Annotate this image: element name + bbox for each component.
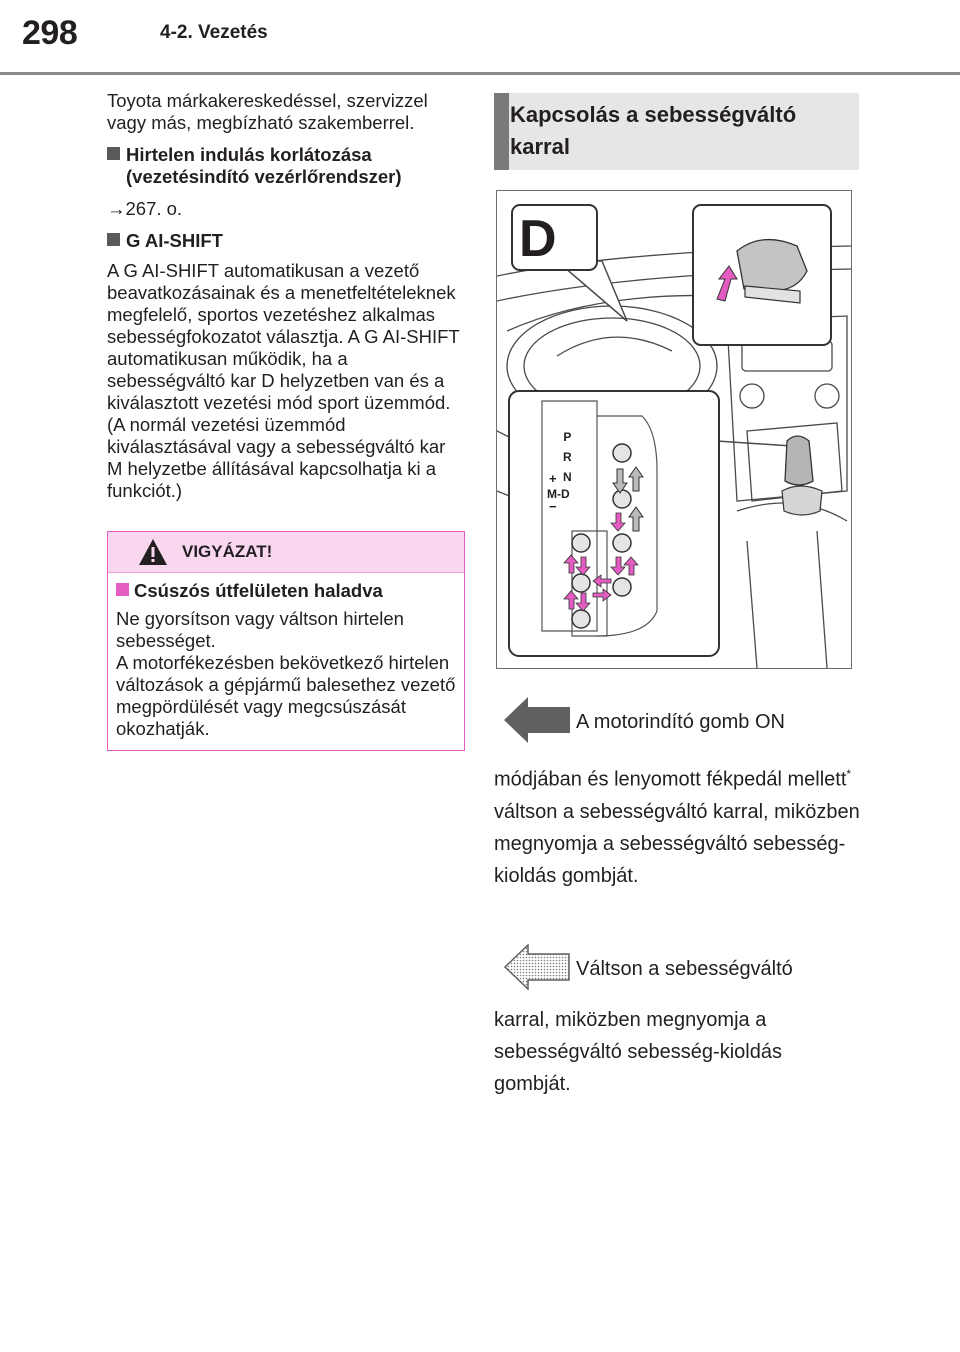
warning-body — [116, 580, 458, 740]
section-title: 4-2. Vezetés — [160, 22, 268, 43]
gate-label-m: M — [547, 487, 557, 501]
step1-lead: A motorindító gomb ON — [576, 711, 785, 733]
gate-label-minus: − — [549, 499, 557, 514]
step1-text — [494, 758, 864, 892]
bullet-square-icon — [116, 583, 129, 596]
section-heading-box — [494, 93, 859, 170]
section-heading: Kapcsolás a sebességváltó karral — [510, 102, 797, 159]
gate-label-md: M-D — [547, 487, 570, 501]
bullet-square-icon — [107, 233, 120, 246]
footnote-mark: * — [846, 767, 852, 781]
gate-label-d: D — [561, 487, 570, 501]
arrow-left-dark-icon — [504, 697, 570, 743]
gate-label-r: R — [563, 450, 572, 464]
gate-label-plus: + — [549, 471, 557, 486]
arrow-left-dotted-icon — [504, 944, 570, 990]
gai-shift-paragraph: A G AI-SHIFT automatikusan a vezető beavatkozásainak és a menetfeltételeknek megfelelő, sportos vezetéshez alkalmas sebességfokozatot választja. A G AI-SHIFT automatikusan működik, ha a sebességváltó kar D helyzetben van és a kiválasztott vezetési mód sport üzemmód. (A normál vezetési üzemmód kiválasztásával vagy a sebességváltó kar M helyzetbe állításával kapcsolhatja ki a funkciót.) — [107, 260, 460, 501]
bullet-square-icon — [107, 147, 120, 160]
header-divider — [0, 72, 960, 75]
warning-heading — [116, 580, 458, 602]
page-number: 298 — [22, 14, 78, 52]
warning-triangle-icon — [138, 538, 168, 566]
gate-label-p: P — [563, 430, 572, 444]
step2-text: karral, miközben megnyomja a sebességváltó sebesség-kioldás gombját. — [494, 1009, 782, 1095]
warning-text-1: Ne gyorsítson vagy váltson hirtelen sebességet. — [116, 608, 404, 651]
shift-lever-illustration — [496, 190, 852, 669]
subheading-text: Hirtelen indulás korlátozása (vezetésindító vezérlőrendszer) — [126, 144, 402, 187]
page-reference: →267. o. — [107, 198, 183, 219]
warning-text-2: A motorfékezésben bekövetkező hirtelen változások a gépjármű balesethez vezető megpördülését vagy megcsúszását okozhatják. — [116, 652, 456, 739]
subheading-gai-shift — [107, 230, 465, 252]
gear-letter-label: D — [519, 210, 557, 268]
gate-labels — [563, 427, 572, 487]
warning-title: VIGYÁZAT! — [182, 542, 273, 561]
left-column — [107, 90, 465, 502]
heading-accent-bar — [494, 93, 509, 170]
step2-lead: Váltson a sebességváltó — [576, 958, 793, 980]
warning-box — [107, 531, 465, 751]
step1-text-b: váltson a sebességváltó karral, miközben megnyomja a sebességváltó sebesség-kioldás gombját. — [494, 800, 860, 887]
step1-text-a: módjában és lenyomott fékpedál mellett — [494, 768, 847, 791]
subheading-text: G AI-SHIFT — [126, 230, 223, 251]
gate-label-n: N — [563, 470, 572, 484]
warning-heading-text: Csúszós útfelületen haladva — [134, 580, 383, 601]
subheading-start-control — [107, 144, 465, 188]
intro-paragraph: Toyota márkakereskedéssel, szervizzel vagy más, megbízható szakemberrel. — [107, 90, 428, 133]
